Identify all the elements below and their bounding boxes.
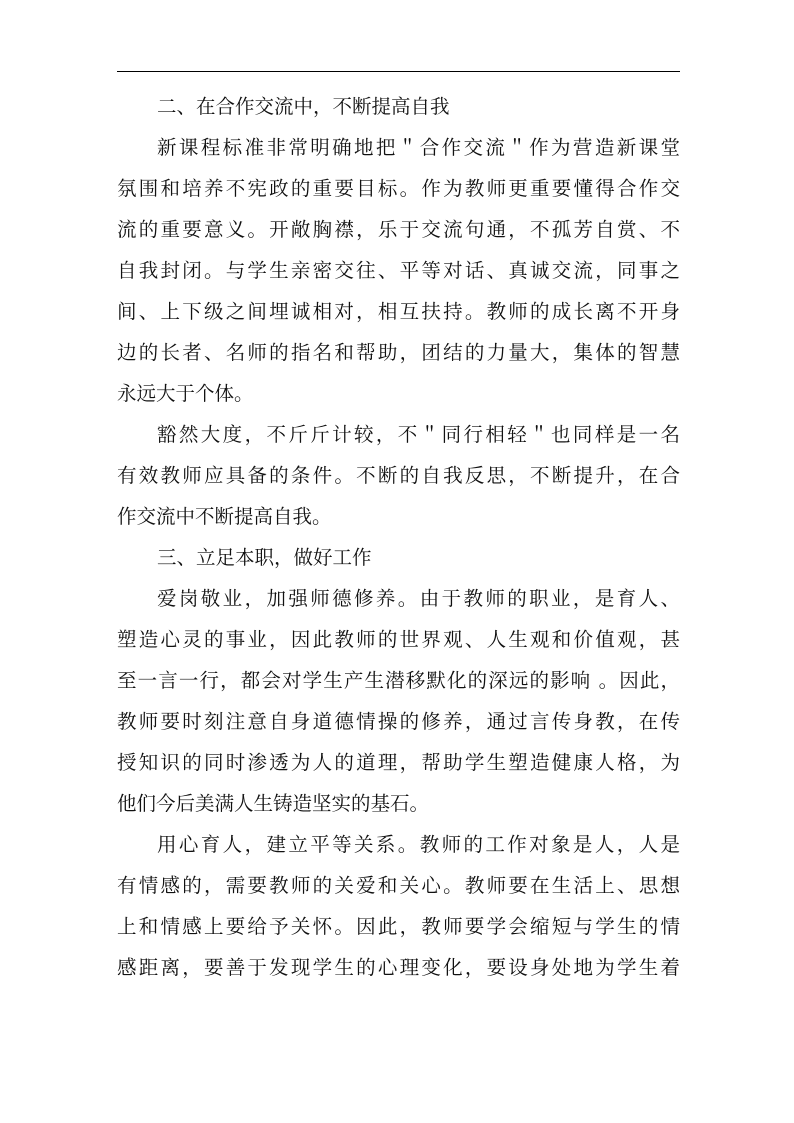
paragraph-line: 他们今后美满人生铸造坚实的基石。 xyxy=(117,792,430,815)
paragraph-line: 爱岗敬业，加强师德修养。由于教师的职业，是育人、 xyxy=(157,587,680,610)
header-rule xyxy=(117,71,680,72)
paragraph-line: 永远大于个体。 xyxy=(117,382,254,405)
paragraph-line: 教师要时刻注意自身道德情操的修养，通过言传身教，在传 xyxy=(117,710,680,733)
paragraph-line: 至一言一行，都会对学生产生潜移默化的深远的影响 。因此， xyxy=(117,669,680,692)
paragraph-line: 作交流中不断提高自我。 xyxy=(117,505,332,528)
paragraph-line: 流的重要意义。开敞胸襟，乐于交流句通，不孤芳自赏、不 xyxy=(117,218,680,241)
paragraph-line: 豁然大度，不斤斤计较，不＂同行相轻＂也同样是一名 xyxy=(157,423,680,446)
paragraph-line: 塑造心灵的事业，因此教师的世界观、人生观和价值观，甚 xyxy=(117,628,680,651)
paragraph-line: 新课程标准非常明确地把＂合作交流＂作为营造新课堂 xyxy=(157,136,680,159)
paragraph-line: 感距离，要善于发现学生的心理变化，要设身处地为学生着 xyxy=(117,956,680,979)
paragraph-line: 有情感的，需要教师的关爱和关心。教师要在生活上、思想 xyxy=(117,874,680,897)
paragraph-line: 授知识的同时渗透为人的道理，帮助学生塑造健康人格，为 xyxy=(117,751,680,774)
paragraph-line: 氛围和培养不宪政的重要目标。作为教师更重要懂得合作交 xyxy=(117,177,680,200)
paragraph-line: 间、上下级之间埋诚相对，相互扶持。教师的成长离不开身 xyxy=(117,300,680,323)
document-body xyxy=(117,86,680,988)
paragraph-line: 上和情感上要给予关怀。因此，教师要学会缩短与学生的情 xyxy=(117,915,680,938)
section-heading-3: 三、立足本职，做好工作 xyxy=(157,546,372,569)
paragraph-line: 自我封闭。与学生亲密交往、平等对话、真诚交流，同事之 xyxy=(117,259,680,282)
paragraph-line: 用心育人，建立平等关系。教师的工作对象是人，人是 xyxy=(157,833,680,856)
section-heading-2: 二、在合作交流中，不断提高自我 xyxy=(157,95,450,118)
paragraph-line: 边的长者、名师的指名和帮助，团结的力量大，集体的智慧 xyxy=(117,341,680,364)
paragraph-line: 有效教师应具备的条件。不断的自我反思，不断提升，在合 xyxy=(117,464,680,487)
